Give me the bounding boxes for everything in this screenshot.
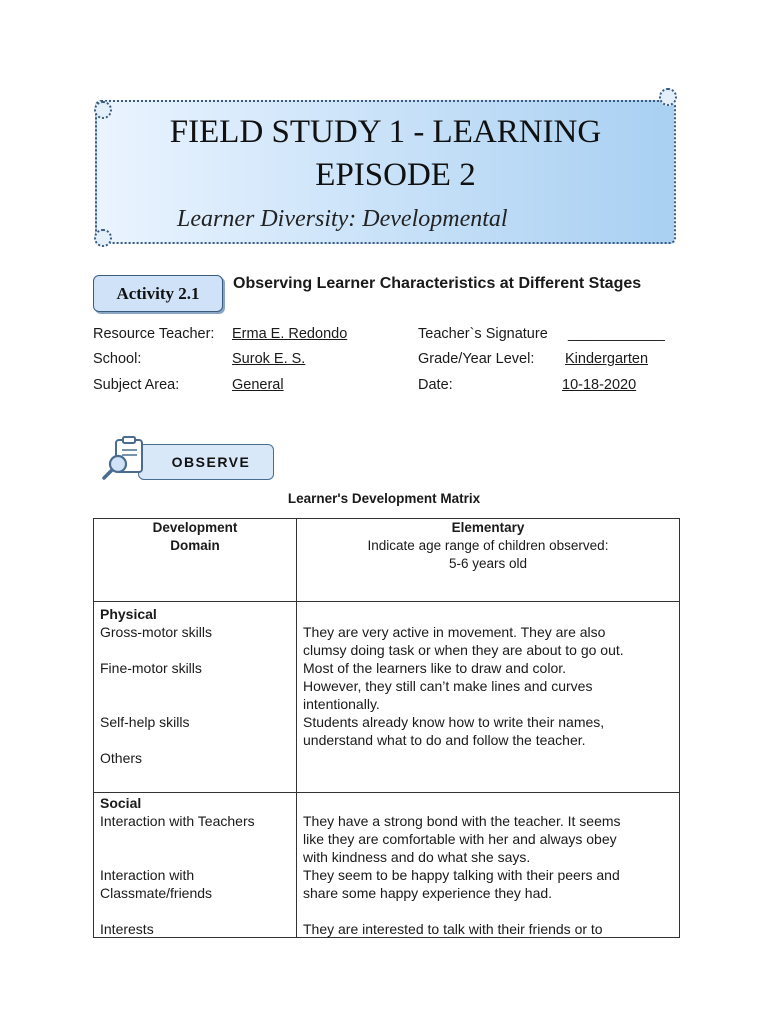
signature-value: ____________ (568, 326, 665, 342)
teachers-text-3: with kindness and do what she says. (303, 849, 531, 865)
gross-motor-text-2: clumsy doing task or when they are about to go out. (303, 642, 624, 658)
social-domain-cell (94, 793, 297, 938)
header-domain-line2: Domain (170, 538, 220, 553)
header-elementary-line1: Indicate age range of children observed: (367, 538, 609, 553)
physical-domain-cell (94, 602, 297, 793)
signature-label: Teacher`s Signature (418, 326, 548, 342)
grade-value: Kindergarten (565, 351, 649, 367)
fine-motor-text-2: However, they still can’t make lines and curves (303, 678, 593, 694)
physical-observation-cell (297, 602, 680, 793)
physical-heading: Physical (100, 606, 157, 622)
school-label: School: (93, 351, 142, 367)
school-value: Surok E. S. (232, 351, 306, 367)
matrix-title: Learner's Development Matrix (287, 491, 481, 506)
interests-label: Interests (100, 921, 154, 937)
matrix-row-physical (94, 602, 680, 793)
fine-motor-text-3: intentionally. (303, 696, 380, 712)
subject-label: Subject Area: (93, 377, 180, 393)
banner-subtitle: Learner Diversity: Developmental (177, 206, 508, 232)
resource-teacher-label: Resource Teacher: (93, 326, 215, 342)
banner-title-line1: FIELD STUDY 1 - LEARNING (169, 114, 602, 150)
interests-text-1: They are interested to talk with their friends or to (303, 921, 603, 937)
fine-motor-text-1: Most of the learners like to draw and color. (303, 660, 567, 676)
self-help-text-2: understand what to do and follow the teacher. (303, 732, 586, 748)
activity-badge: Activity 2.1 (93, 275, 223, 312)
teachers-label: Interaction with Teachers (100, 813, 255, 829)
scroll-curl-icon (659, 88, 677, 106)
others-label: Others (100, 750, 143, 766)
development-matrix (93, 518, 680, 938)
self-help-label: Self-help skills (100, 714, 190, 730)
scroll-curl-icon (94, 101, 112, 119)
banner-title-line2: EPISODE 2 (315, 157, 476, 193)
observe-badge (138, 444, 274, 480)
matrix-row-social (94, 793, 680, 938)
subject-value: General (232, 377, 284, 393)
header-domain-cell (94, 519, 297, 602)
observe-label: OBSERVE (171, 454, 251, 470)
teachers-text-1: They have a strong bond with the teacher. It seems (303, 813, 621, 829)
gross-motor-label: Gross-motor skills (100, 624, 213, 640)
teachers-text-2: like they are comfortable with her and always obey (303, 831, 617, 847)
header-elementary-line2: 5-6 years old (448, 556, 528, 571)
grade-label: Grade/Year Level: (418, 351, 535, 367)
date-value: 10-18-2020 (562, 377, 637, 393)
social-heading: Social (100, 795, 142, 811)
resource-teacher-value: Erma E. Redondo (232, 326, 348, 342)
activity-title: Observing Learner Characteristics at Different Stages (233, 275, 642, 292)
classmates-label-2: Classmate/friends (100, 885, 213, 901)
social-observation-cell (297, 793, 680, 938)
date-label: Date: (418, 377, 453, 393)
gross-motor-text-1: They are very active in movement. They are also (303, 624, 606, 640)
header-elementary-cell (297, 519, 680, 602)
fine-motor-label: Fine-motor skills (100, 660, 202, 676)
scroll-curl-icon (94, 229, 112, 247)
clipboard-magnifier-icon (100, 434, 150, 484)
title-banner (95, 100, 676, 244)
classmates-text-1: They seem to be happy talking with their peers and (303, 867, 620, 883)
header-domain-line1: Development (152, 520, 238, 535)
matrix-header-row (94, 519, 680, 602)
header-elementary-title: Elementary (451, 520, 525, 535)
classmates-label-1: Interaction with (100, 867, 195, 883)
classmates-text-2: share some happy experience they had. (303, 885, 553, 901)
self-help-text-1: Students already know how to write their names, (303, 714, 605, 730)
